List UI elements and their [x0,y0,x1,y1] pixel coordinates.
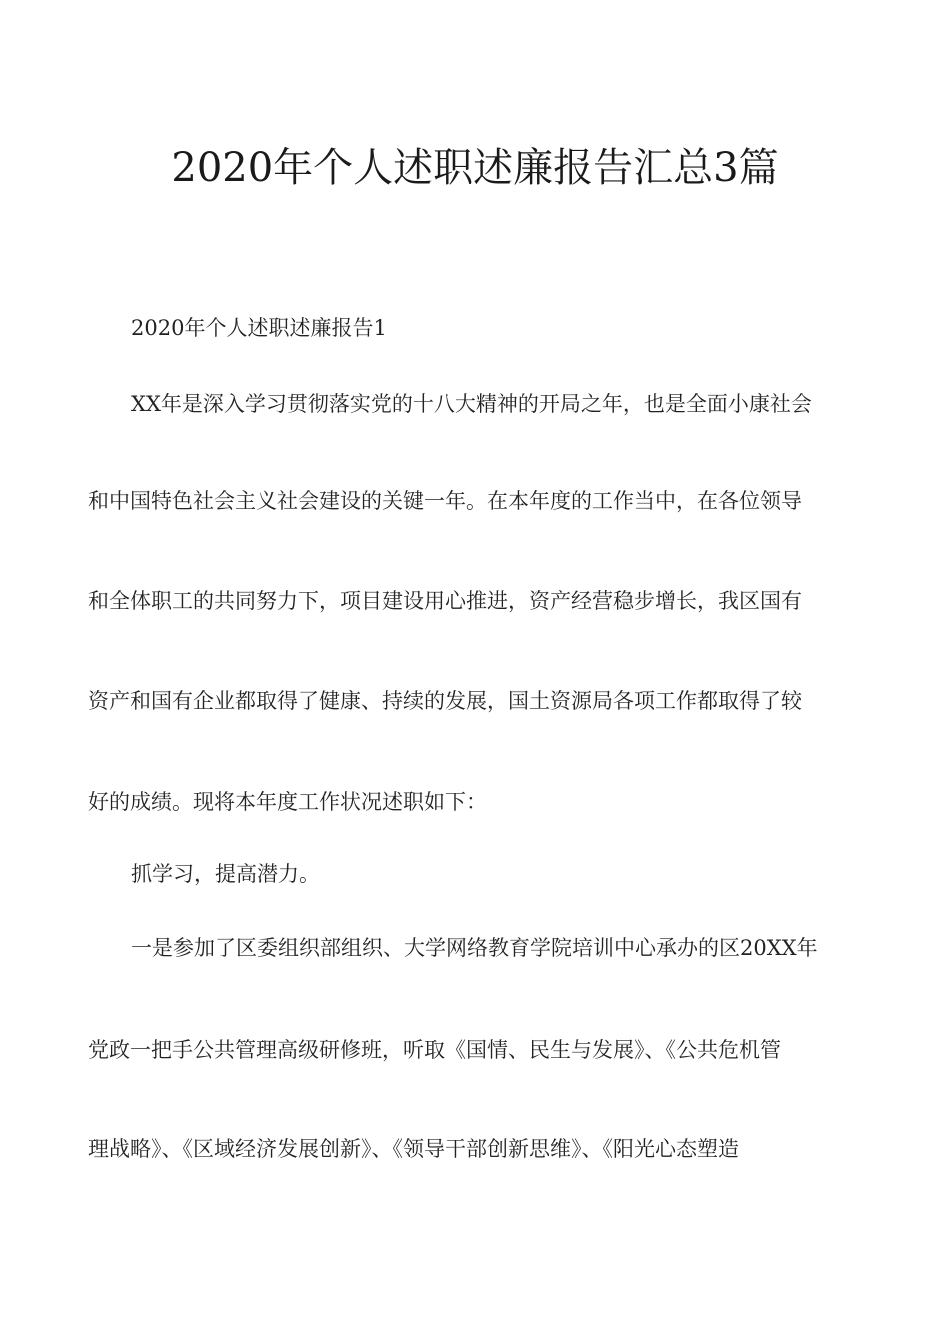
subheading-study: 抓学习，提高潜力。 [131,862,320,886]
body-text-line: 党政一把手公共管理高级研修班，听取《国情、民生与发展》、《公共危机管 [88,1038,781,1062]
body-text-line: 和全体职工的共同努力下，项目建设用心推进，资产经营稳步增长，我区国有 [88,589,802,613]
body-text-line: 理战略》、《区域经济发展创新》、《领导干部创新思维》、《阳光心态塑造 [88,1137,739,1161]
document-title: 2020年个人述职述廉报告汇总3篇 [171,145,779,191]
body-text-line: 好的成绩。现将本年度工作状况述职如下： [88,790,487,814]
body-text-line: 资产和国有企业都取得了健康、持续的发展，国土资源局各项工作都取得了较 [88,689,802,713]
body-text-line: XX年是深入学习贯彻落实党的十八大精神的开局之年，也是全面小康社会 [131,392,812,416]
body-text-line: 和中国特色社会主义社会建设的关键一年。在本年度的工作当中，在各位领导 [88,489,802,513]
section-heading-report-1: 2020年个人述职述廉报告1 [131,316,387,340]
body-text-line: 一是参加了区委组织部组织、大学网络教育学院培训中心承办的区20XX年 [131,936,818,960]
